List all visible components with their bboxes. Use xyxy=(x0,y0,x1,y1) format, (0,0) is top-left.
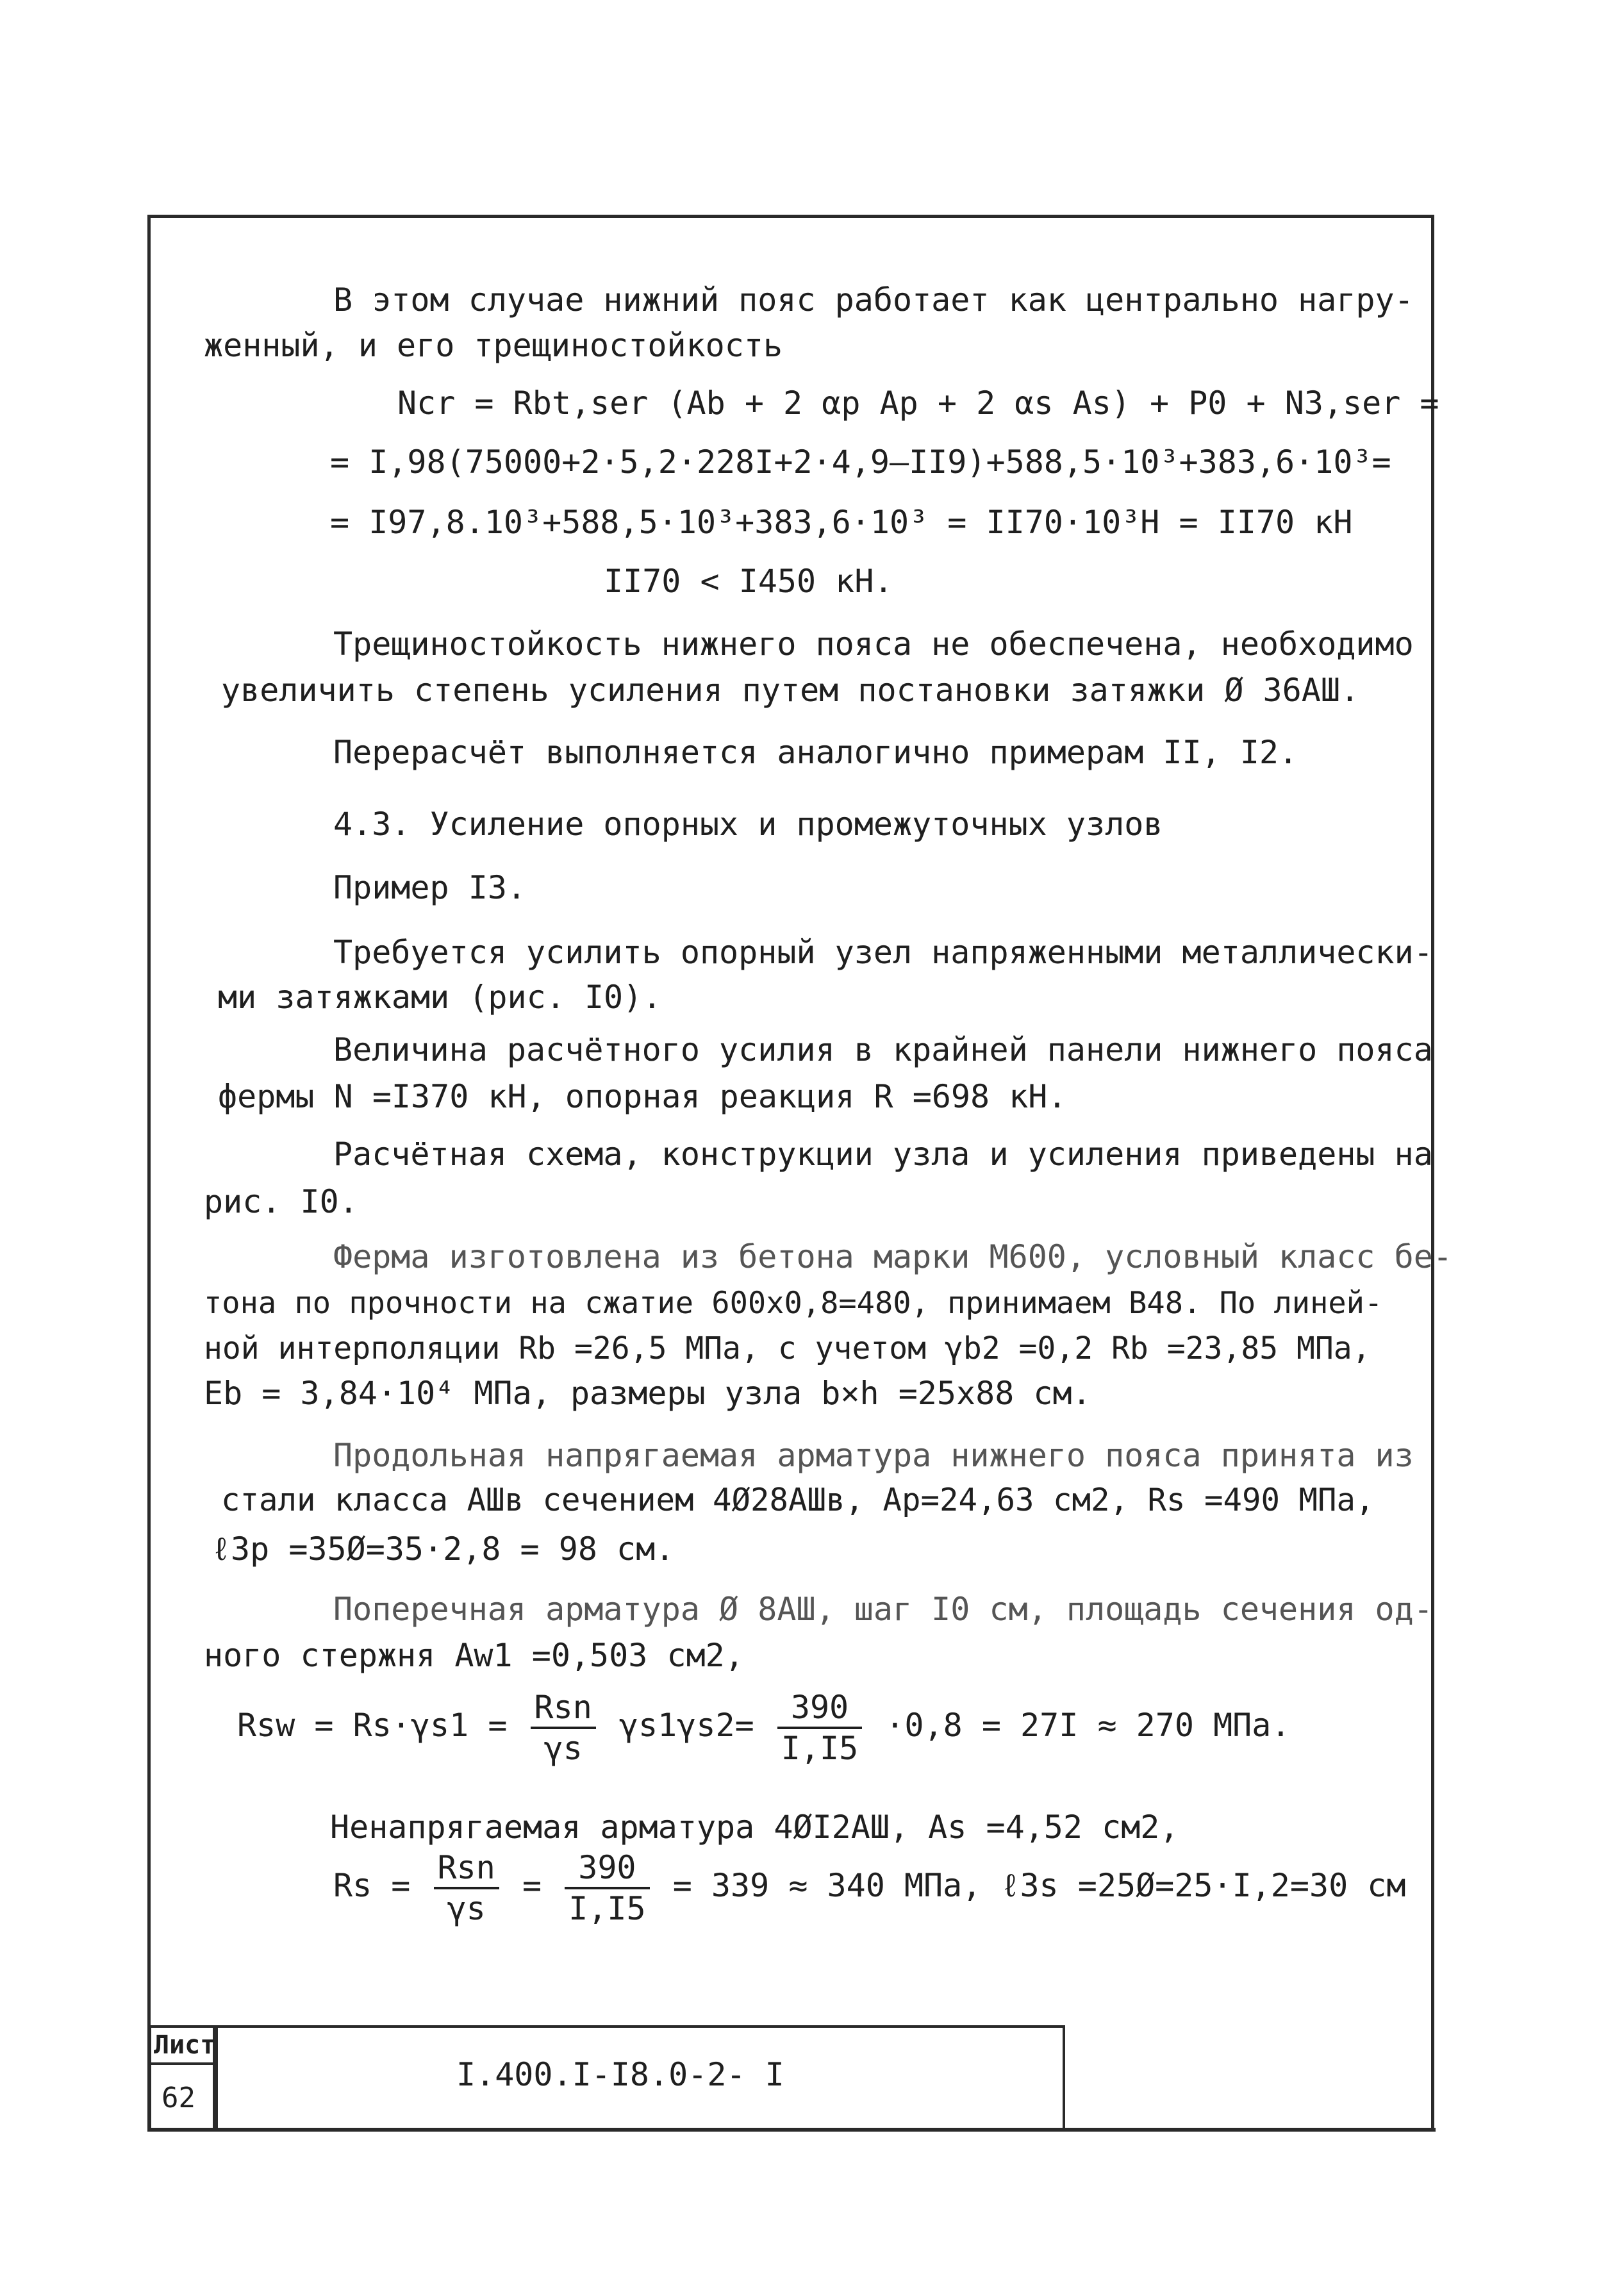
scheme-line-1: Расчётная схема, конструкции узла и усиления приведены на xyxy=(333,1136,1433,1173)
intro-line-1: В этом случае нижний пояс работает как центрально нагру- xyxy=(333,281,1414,319)
rsw-f1-numerator: Rsn xyxy=(531,1688,596,1729)
example-label: Пример I3. xyxy=(333,869,527,906)
force-line-2: фермы N =I370 кН, опорная реакция R =698 кН. xyxy=(218,1078,1067,1115)
formula-rsw xyxy=(237,1686,1290,1768)
rsw-mid: γs1γs2= xyxy=(618,1707,754,1744)
scheme-line-2: рис. I0. xyxy=(204,1183,358,1220)
concrete-line-4: Eb = 3,84·10⁴ МПа, размеры узла b×h =25x88 см. xyxy=(204,1375,1091,1412)
rs-f1-denominator: γs xyxy=(447,1889,486,1927)
rs-f1-numerator: Rsn xyxy=(434,1848,499,1889)
long-rebar-line-2: стали класса АШв сечением 4Ø28АШв, Ap=24,63 см2, Rs =490 МПа, xyxy=(221,1482,1375,1518)
intro-line-2: женный, и его трещиностойкость xyxy=(204,327,783,364)
sheet-label: Лист xyxy=(154,2030,216,2060)
rs-f2-numerator: 390 xyxy=(565,1848,649,1889)
rs-fraction-1 xyxy=(434,1848,499,1928)
trans-rebar-line-2: ного стержня Aw1 =0,503 см2, xyxy=(204,1637,744,1674)
rsw-f2-denominator: I,I5 xyxy=(781,1729,859,1767)
formula-line-3: = I97,8.10³+588,5·10³+383,6·10³ = II70·10³H = II70 кН xyxy=(330,504,1353,541)
concrete-line-3: ной интерполяции Rb =26,5 МПа, с учетом γb2 =0,2 Rb =23,85 МПа, xyxy=(204,1331,1371,1366)
crack-line-2: увеличить степень усиления путем постановки затяжки Ø 36АШ. xyxy=(221,672,1360,709)
rs-lhs: Rs = xyxy=(333,1867,411,1904)
rs-fraction-2 xyxy=(565,1848,649,1928)
rsw-lhs: Rsw = Rs·γs1 = xyxy=(237,1707,508,1744)
rs-eq: = xyxy=(522,1867,542,1904)
section-heading: 4.3. Усиление опорных и промежуточных узлов xyxy=(333,806,1163,843)
nonstress-paragraph: Ненапрягаемая арматура 4ØI2АШ, As =4,52 см2, xyxy=(330,1809,1179,1846)
sheet-number: 62 xyxy=(162,2082,195,2114)
concrete-line-1: Ферма изготовлена из бетона марки М600, условный класс бе- xyxy=(333,1238,1452,1275)
rsw-fraction-1 xyxy=(531,1688,596,1768)
rsw-rhs: ·0,8 = 27I ≈ 270 МПа. xyxy=(885,1707,1291,1744)
doc-code: I.400.I-I8.0-2- I xyxy=(456,2056,784,2093)
long-rebar-line-1: Продольная напрягаемая арматура нижнего пояса принята из xyxy=(333,1437,1414,1474)
rsw-fraction-2 xyxy=(777,1688,862,1768)
formula-line-2: = I,98(75000+2·5,2·228I+2·4,9–II9)+588,5·10³+383,6·10³= xyxy=(330,444,1391,481)
recalc-paragraph: Перерасчёт выполняется аналогично примерам II, I2. xyxy=(333,734,1298,771)
force-line-1: Величина расчётного усилия в крайней панели нижнего пояса xyxy=(333,1031,1433,1068)
rsw-f2-numerator: 390 xyxy=(777,1688,862,1729)
rsw-f1-denominator: γs xyxy=(543,1729,583,1767)
task-line-1: Требуется усилить опорный узел напряженными металлически- xyxy=(333,934,1433,971)
formula-rs xyxy=(333,1846,1406,1928)
long-rebar-line-3: ℓ3p =35Ø=35·2,8 = 98 см. xyxy=(211,1530,675,1568)
formula-line-1: Ncr = Rbt,ser (Ab + 2 αp Ap + 2 αs As) + P0 + N3,ser = xyxy=(397,385,1439,422)
task-line-2: ми затяжками (рис. I0). xyxy=(218,979,662,1016)
formula-line-4: II70 < I450 кН. xyxy=(604,563,893,600)
crack-line-1: Трещиностойкость нижнего пояса не обеспечена, необходимо xyxy=(333,626,1414,663)
trans-rebar-line-1: Поперечная арматура Ø 8АШ, шаг I0 см, площадь сечения од- xyxy=(333,1591,1433,1628)
rs-f2-denominator: I,I5 xyxy=(568,1889,646,1927)
rs-rhs: = 339 ≈ 340 МПа, ℓ3s =25Ø=25·I,2=30 см xyxy=(672,1867,1406,1904)
concrete-line-2: тона по прочности на сжатие 600х0,8=480, принимаем В48. По линей- xyxy=(204,1286,1383,1321)
